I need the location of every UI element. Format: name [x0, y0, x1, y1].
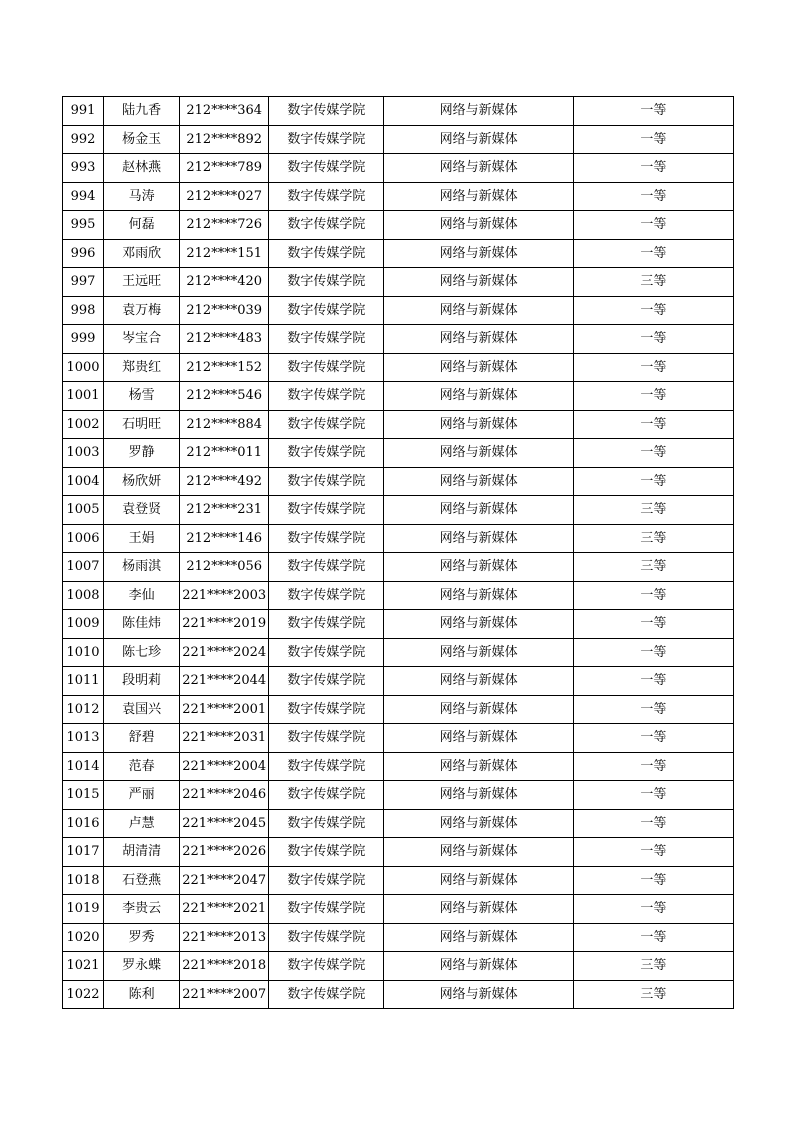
- award-level-cell: 一等: [573, 296, 733, 325]
- award-level-cell: 一等: [573, 667, 733, 696]
- row-number-cell: 1016: [63, 809, 104, 838]
- award-level-cell: 一等: [573, 752, 733, 781]
- table-row: [63, 553, 734, 582]
- major-cell: 网络与新媒体: [384, 895, 573, 924]
- student-name-cell: 邓雨欣: [104, 239, 180, 268]
- college-cell: 数字传媒学院: [269, 182, 384, 211]
- table-row: [63, 268, 734, 297]
- college-cell: 数字传媒学院: [269, 581, 384, 610]
- major-cell: 网络与新媒体: [384, 211, 573, 240]
- award-level-cell: 一等: [573, 923, 733, 952]
- major-cell: 网络与新媒体: [384, 638, 573, 667]
- award-level-cell: 三等: [573, 553, 733, 582]
- table-body: [63, 97, 734, 1009]
- major-cell: 网络与新媒体: [384, 553, 573, 582]
- award-level-cell: 一等: [573, 809, 733, 838]
- table-row: [63, 781, 734, 810]
- major-cell: 网络与新媒体: [384, 496, 573, 525]
- row-number-cell: 1020: [63, 923, 104, 952]
- college-cell: 数字传媒学院: [269, 638, 384, 667]
- table-row: [63, 125, 734, 154]
- student-name-cell: 杨金玉: [104, 125, 180, 154]
- row-number-cell: 1010: [63, 638, 104, 667]
- award-level-cell: 三等: [573, 496, 733, 525]
- award-level-cell: 一等: [573, 211, 733, 240]
- college-cell: 数字传媒学院: [269, 752, 384, 781]
- row-number-cell: 1019: [63, 895, 104, 924]
- award-level-cell: 一等: [573, 182, 733, 211]
- table-row: [63, 695, 734, 724]
- college-cell: 数字传媒学院: [269, 353, 384, 382]
- row-number-cell: 1001: [63, 382, 104, 411]
- row-number-cell: 997: [63, 268, 104, 297]
- college-cell: 数字传媒学院: [269, 125, 384, 154]
- row-number-cell: 998: [63, 296, 104, 325]
- student-name-cell: 袁登贤: [104, 496, 180, 525]
- table-row: [63, 182, 734, 211]
- college-cell: 数字传媒学院: [269, 467, 384, 496]
- row-number-cell: 1005: [63, 496, 104, 525]
- student-name-cell: 段明莉: [104, 667, 180, 696]
- table-row: [63, 638, 734, 667]
- student-id-cell: 212****726: [180, 211, 269, 240]
- student-id-cell: 212****152: [180, 353, 269, 382]
- student-id-cell: 221****2007: [180, 980, 269, 1009]
- major-cell: 网络与新媒体: [384, 724, 573, 753]
- row-number-cell: 1006: [63, 524, 104, 553]
- table-row: [63, 325, 734, 354]
- student-name-cell: 石登燕: [104, 866, 180, 895]
- student-name-cell: 何磊: [104, 211, 180, 240]
- table-row: [63, 667, 734, 696]
- student-id-cell: 221****2021: [180, 895, 269, 924]
- major-cell: 网络与新媒体: [384, 581, 573, 610]
- student-name-cell: 卢慧: [104, 809, 180, 838]
- student-id-cell: 221****2003: [180, 581, 269, 610]
- major-cell: 网络与新媒体: [384, 382, 573, 411]
- student-name-cell: 陈佳炜: [104, 610, 180, 639]
- student-id-cell: 212****231: [180, 496, 269, 525]
- student-name-cell: 马涛: [104, 182, 180, 211]
- student-id-cell: 212****420: [180, 268, 269, 297]
- award-list-table: [62, 96, 734, 1009]
- row-number-cell: 991: [63, 97, 104, 126]
- student-name-cell: 李仙: [104, 581, 180, 610]
- major-cell: 网络与新媒体: [384, 952, 573, 981]
- student-id-cell: 212****789: [180, 154, 269, 183]
- student-name-cell: 杨雪: [104, 382, 180, 411]
- college-cell: 数字传媒学院: [269, 866, 384, 895]
- award-level-cell: 一等: [573, 239, 733, 268]
- row-number-cell: 1009: [63, 610, 104, 639]
- student-id-cell: 212****892: [180, 125, 269, 154]
- student-name-cell: 袁国兴: [104, 695, 180, 724]
- row-number-cell: 1015: [63, 781, 104, 810]
- college-cell: 数字传媒学院: [269, 809, 384, 838]
- table-row: [63, 524, 734, 553]
- major-cell: 网络与新媒体: [384, 781, 573, 810]
- student-id-cell: 212****364: [180, 97, 269, 126]
- award-level-cell: 一等: [573, 353, 733, 382]
- student-id-cell: 221****2004: [180, 752, 269, 781]
- college-cell: 数字传媒学院: [269, 154, 384, 183]
- row-number-cell: 1002: [63, 410, 104, 439]
- student-id-cell: 212****056: [180, 553, 269, 582]
- award-level-cell: 一等: [573, 410, 733, 439]
- table-row: [63, 410, 734, 439]
- row-number-cell: 1011: [63, 667, 104, 696]
- row-number-cell: 1021: [63, 952, 104, 981]
- table-row: [63, 980, 734, 1009]
- major-cell: 网络与新媒体: [384, 695, 573, 724]
- award-level-cell: 一等: [573, 154, 733, 183]
- row-number-cell: 1003: [63, 439, 104, 468]
- college-cell: 数字传媒学院: [269, 268, 384, 297]
- student-id-cell: 212****483: [180, 325, 269, 354]
- major-cell: 网络与新媒体: [384, 268, 573, 297]
- major-cell: 网络与新媒体: [384, 296, 573, 325]
- row-number-cell: 1014: [63, 752, 104, 781]
- student-name-cell: 罗静: [104, 439, 180, 468]
- student-name-cell: 严丽: [104, 781, 180, 810]
- student-id-cell: 212****039: [180, 296, 269, 325]
- award-level-cell: 一等: [573, 581, 733, 610]
- college-cell: 数字传媒学院: [269, 325, 384, 354]
- student-id-cell: 221****2001: [180, 695, 269, 724]
- award-level-cell: 一等: [573, 325, 733, 354]
- table-row: [63, 382, 734, 411]
- college-cell: 数字传媒学院: [269, 524, 384, 553]
- award-level-cell: 一等: [573, 695, 733, 724]
- major-cell: 网络与新媒体: [384, 980, 573, 1009]
- college-cell: 数字传媒学院: [269, 980, 384, 1009]
- student-id-cell: 221****2031: [180, 724, 269, 753]
- college-cell: 数字传媒学院: [269, 410, 384, 439]
- award-level-cell: 三等: [573, 524, 733, 553]
- student-name-cell: 李贵云: [104, 895, 180, 924]
- major-cell: 网络与新媒体: [384, 752, 573, 781]
- award-level-cell: 一等: [573, 724, 733, 753]
- table-row: [63, 866, 734, 895]
- table-row: [63, 923, 734, 952]
- student-name-cell: 王远旺: [104, 268, 180, 297]
- student-id-cell: 212****884: [180, 410, 269, 439]
- college-cell: 数字传媒学院: [269, 553, 384, 582]
- major-cell: 网络与新媒体: [384, 154, 573, 183]
- row-number-cell: 1017: [63, 838, 104, 867]
- row-number-cell: 1022: [63, 980, 104, 1009]
- row-number-cell: 992: [63, 125, 104, 154]
- college-cell: 数字传媒学院: [269, 382, 384, 411]
- row-number-cell: 1018: [63, 866, 104, 895]
- student-id-cell: 212****027: [180, 182, 269, 211]
- table-row: [63, 239, 734, 268]
- college-cell: 数字传媒学院: [269, 211, 384, 240]
- table-row: [63, 895, 734, 924]
- award-level-cell: 一等: [573, 467, 733, 496]
- student-name-cell: 赵林燕: [104, 154, 180, 183]
- student-name-cell: 罗永蝶: [104, 952, 180, 981]
- award-level-cell: 三等: [573, 268, 733, 297]
- student-id-cell: 221****2045: [180, 809, 269, 838]
- award-level-cell: 一等: [573, 866, 733, 895]
- student-id-cell: 221****2013: [180, 923, 269, 952]
- major-cell: 网络与新媒体: [384, 809, 573, 838]
- major-cell: 网络与新媒体: [384, 439, 573, 468]
- table-row: [63, 724, 734, 753]
- award-level-cell: 一等: [573, 838, 733, 867]
- row-number-cell: 999: [63, 325, 104, 354]
- student-name-cell: 岑宝合: [104, 325, 180, 354]
- award-level-cell: 一等: [573, 97, 733, 126]
- student-id-cell: 212****011: [180, 439, 269, 468]
- table-row: [63, 97, 734, 126]
- row-number-cell: 993: [63, 154, 104, 183]
- college-cell: 数字传媒学院: [269, 667, 384, 696]
- award-level-cell: 一等: [573, 895, 733, 924]
- major-cell: 网络与新媒体: [384, 524, 573, 553]
- student-name-cell: 舒碧: [104, 724, 180, 753]
- student-name-cell: 王娟: [104, 524, 180, 553]
- student-name-cell: 陈七珍: [104, 638, 180, 667]
- award-level-cell: 三等: [573, 980, 733, 1009]
- major-cell: 网络与新媒体: [384, 467, 573, 496]
- student-id-cell: 221****2018: [180, 952, 269, 981]
- table-row: [63, 353, 734, 382]
- major-cell: 网络与新媒体: [384, 866, 573, 895]
- award-level-cell: 一等: [573, 610, 733, 639]
- award-level-cell: 一等: [573, 638, 733, 667]
- college-cell: 数字传媒学院: [269, 296, 384, 325]
- student-name-cell: 石明旺: [104, 410, 180, 439]
- table-row: [63, 467, 734, 496]
- college-cell: 数字传媒学院: [269, 838, 384, 867]
- table-row: [63, 952, 734, 981]
- student-name-cell: 杨欣妍: [104, 467, 180, 496]
- student-name-cell: 陈利: [104, 980, 180, 1009]
- college-cell: 数字传媒学院: [269, 724, 384, 753]
- table-row: [63, 581, 734, 610]
- row-number-cell: 1013: [63, 724, 104, 753]
- row-number-cell: 1004: [63, 467, 104, 496]
- row-number-cell: 995: [63, 211, 104, 240]
- row-number-cell: 996: [63, 239, 104, 268]
- major-cell: 网络与新媒体: [384, 353, 573, 382]
- table-row: [63, 809, 734, 838]
- student-id-cell: 212****146: [180, 524, 269, 553]
- student-id-cell: 221****2019: [180, 610, 269, 639]
- table-row: [63, 496, 734, 525]
- major-cell: 网络与新媒体: [384, 667, 573, 696]
- student-name-cell: 罗秀: [104, 923, 180, 952]
- college-cell: 数字传媒学院: [269, 895, 384, 924]
- row-number-cell: 1000: [63, 353, 104, 382]
- major-cell: 网络与新媒体: [384, 125, 573, 154]
- award-level-cell: 一等: [573, 781, 733, 810]
- row-number-cell: 1008: [63, 581, 104, 610]
- table-row: [63, 838, 734, 867]
- student-id-cell: 221****2047: [180, 866, 269, 895]
- row-number-cell: 1007: [63, 553, 104, 582]
- major-cell: 网络与新媒体: [384, 838, 573, 867]
- table-row: [63, 439, 734, 468]
- major-cell: 网络与新媒体: [384, 97, 573, 126]
- student-name-cell: 杨雨淇: [104, 553, 180, 582]
- table-row: [63, 752, 734, 781]
- student-name-cell: 袁万梅: [104, 296, 180, 325]
- student-id-cell: 221****2044: [180, 667, 269, 696]
- college-cell: 数字传媒学院: [269, 952, 384, 981]
- row-number-cell: 994: [63, 182, 104, 211]
- college-cell: 数字传媒学院: [269, 923, 384, 952]
- college-cell: 数字传媒学院: [269, 97, 384, 126]
- college-cell: 数字传媒学院: [269, 439, 384, 468]
- student-name-cell: 郑贵红: [104, 353, 180, 382]
- award-level-cell: 三等: [573, 952, 733, 981]
- row-number-cell: 1012: [63, 695, 104, 724]
- student-id-cell: 212****492: [180, 467, 269, 496]
- student-name-cell: 陆九香: [104, 97, 180, 126]
- major-cell: 网络与新媒体: [384, 923, 573, 952]
- college-cell: 数字传媒学院: [269, 610, 384, 639]
- student-id-cell: 212****151: [180, 239, 269, 268]
- major-cell: 网络与新媒体: [384, 239, 573, 268]
- college-cell: 数字传媒学院: [269, 781, 384, 810]
- student-id-cell: 221****2024: [180, 638, 269, 667]
- major-cell: 网络与新媒体: [384, 410, 573, 439]
- award-level-cell: 一等: [573, 125, 733, 154]
- college-cell: 数字传媒学院: [269, 496, 384, 525]
- award-level-cell: 一等: [573, 439, 733, 468]
- table-row: [63, 211, 734, 240]
- college-cell: 数字传媒学院: [269, 695, 384, 724]
- major-cell: 网络与新媒体: [384, 610, 573, 639]
- student-name-cell: 范春: [104, 752, 180, 781]
- college-cell: 数字传媒学院: [269, 239, 384, 268]
- student-id-cell: 221****2026: [180, 838, 269, 867]
- table-row: [63, 610, 734, 639]
- student-id-cell: 212****546: [180, 382, 269, 411]
- award-level-cell: 一等: [573, 382, 733, 411]
- table-row: [63, 154, 734, 183]
- table-row: [63, 296, 734, 325]
- major-cell: 网络与新媒体: [384, 182, 573, 211]
- student-id-cell: 221****2046: [180, 781, 269, 810]
- major-cell: 网络与新媒体: [384, 325, 573, 354]
- student-name-cell: 胡清清: [104, 838, 180, 867]
